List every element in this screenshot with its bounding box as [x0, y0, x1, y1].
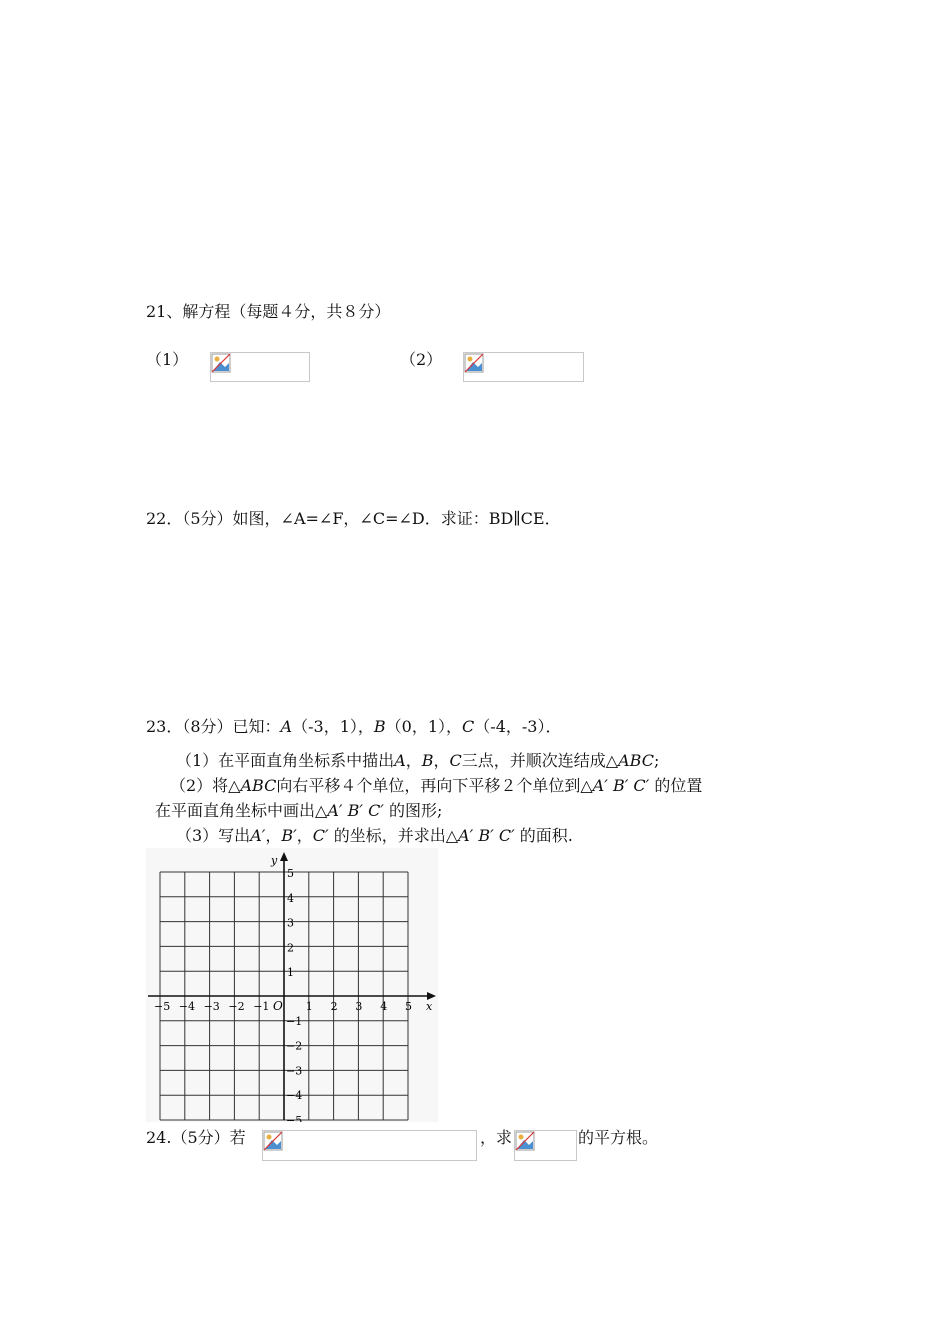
- x-tick-label: −5: [154, 1000, 171, 1013]
- q21-part1-label: （1）: [146, 350, 189, 369]
- y-axis-label: y: [271, 854, 278, 867]
- q23-step1: （1）在平面直角坐标系中描出A，B，C三点，并顺次连结成△ABC;: [176, 751, 660, 770]
- q23-header: 23．（8分）已知：A（-3，1），B（0，1），C（-4，-3）．: [146, 717, 562, 736]
- coordinate-grid-svg: [146, 848, 438, 1122]
- q24-text-a: 24.（5分）若: [146, 1128, 246, 1147]
- q23-step2: （2）将△ABC向右平移４个单位，再向下平移２个单位到△A′ B′ C′ 的位置: [170, 776, 703, 795]
- q21-title: 21、解方程（每题４分，共８分）: [146, 302, 391, 321]
- x-tick-label: −3: [203, 1000, 220, 1013]
- x-tick-label: 3: [355, 1000, 363, 1013]
- y-tick-label: −3: [286, 1064, 303, 1078]
- x-tick-label: −4: [178, 1000, 196, 1013]
- y-tick-label: 1: [287, 966, 294, 980]
- x-tick-label: 1: [305, 1000, 313, 1013]
- y-tick-label: −4: [286, 1089, 303, 1103]
- origin-label: O: [273, 999, 283, 1013]
- y-axis-arrow: [280, 852, 288, 861]
- y-tick-label: 3: [287, 916, 294, 930]
- x-tick-label: 5: [405, 1000, 412, 1013]
- q21-part2-label: （2）: [400, 350, 443, 369]
- broken-image-icon: [211, 353, 231, 373]
- y-tick-label: 2: [287, 941, 294, 955]
- x-tick-label: 2: [330, 1000, 338, 1013]
- q23-step2-cont: 在平面直角坐标中画出△A′ B′ C′ 的图形;: [155, 801, 443, 820]
- x-tick-label: −2: [228, 1000, 245, 1013]
- broken-image-icon: [515, 1131, 535, 1151]
- q21-equation1-image: [210, 352, 310, 382]
- x-axis-label: x: [426, 1000, 433, 1013]
- y-tick-label: 5: [287, 867, 294, 880]
- q24-expression-image: [514, 1130, 577, 1161]
- q22-text: 22．（5分）如图，∠A=∠F，∠C=∠D．求证：BD∥CE．: [146, 509, 561, 528]
- x-tick-label: 4: [380, 1000, 388, 1013]
- y-tick-label: 4: [287, 891, 294, 905]
- q24-text-b: ，求: [480, 1128, 513, 1147]
- x-tick-label: −1: [253, 1000, 270, 1013]
- q23-step3: （3）写出A′，B′，C′ 的坐标，并求出△A′ B′ C′ 的面积.: [176, 826, 573, 845]
- y-tick-label: −2: [286, 1039, 303, 1053]
- coordinate-grid: [146, 848, 438, 1122]
- y-tick-label: −1: [286, 1014, 303, 1028]
- q24-text-c: 的平方根。: [578, 1128, 659, 1147]
- q21-equation2-image: [463, 352, 584, 382]
- q24-condition-image: [262, 1130, 477, 1161]
- x-axis-arrow: [427, 992, 436, 1000]
- y-tick-label: −5: [286, 1114, 303, 1122]
- broken-image-icon: [263, 1131, 283, 1151]
- broken-image-icon: [464, 353, 484, 373]
